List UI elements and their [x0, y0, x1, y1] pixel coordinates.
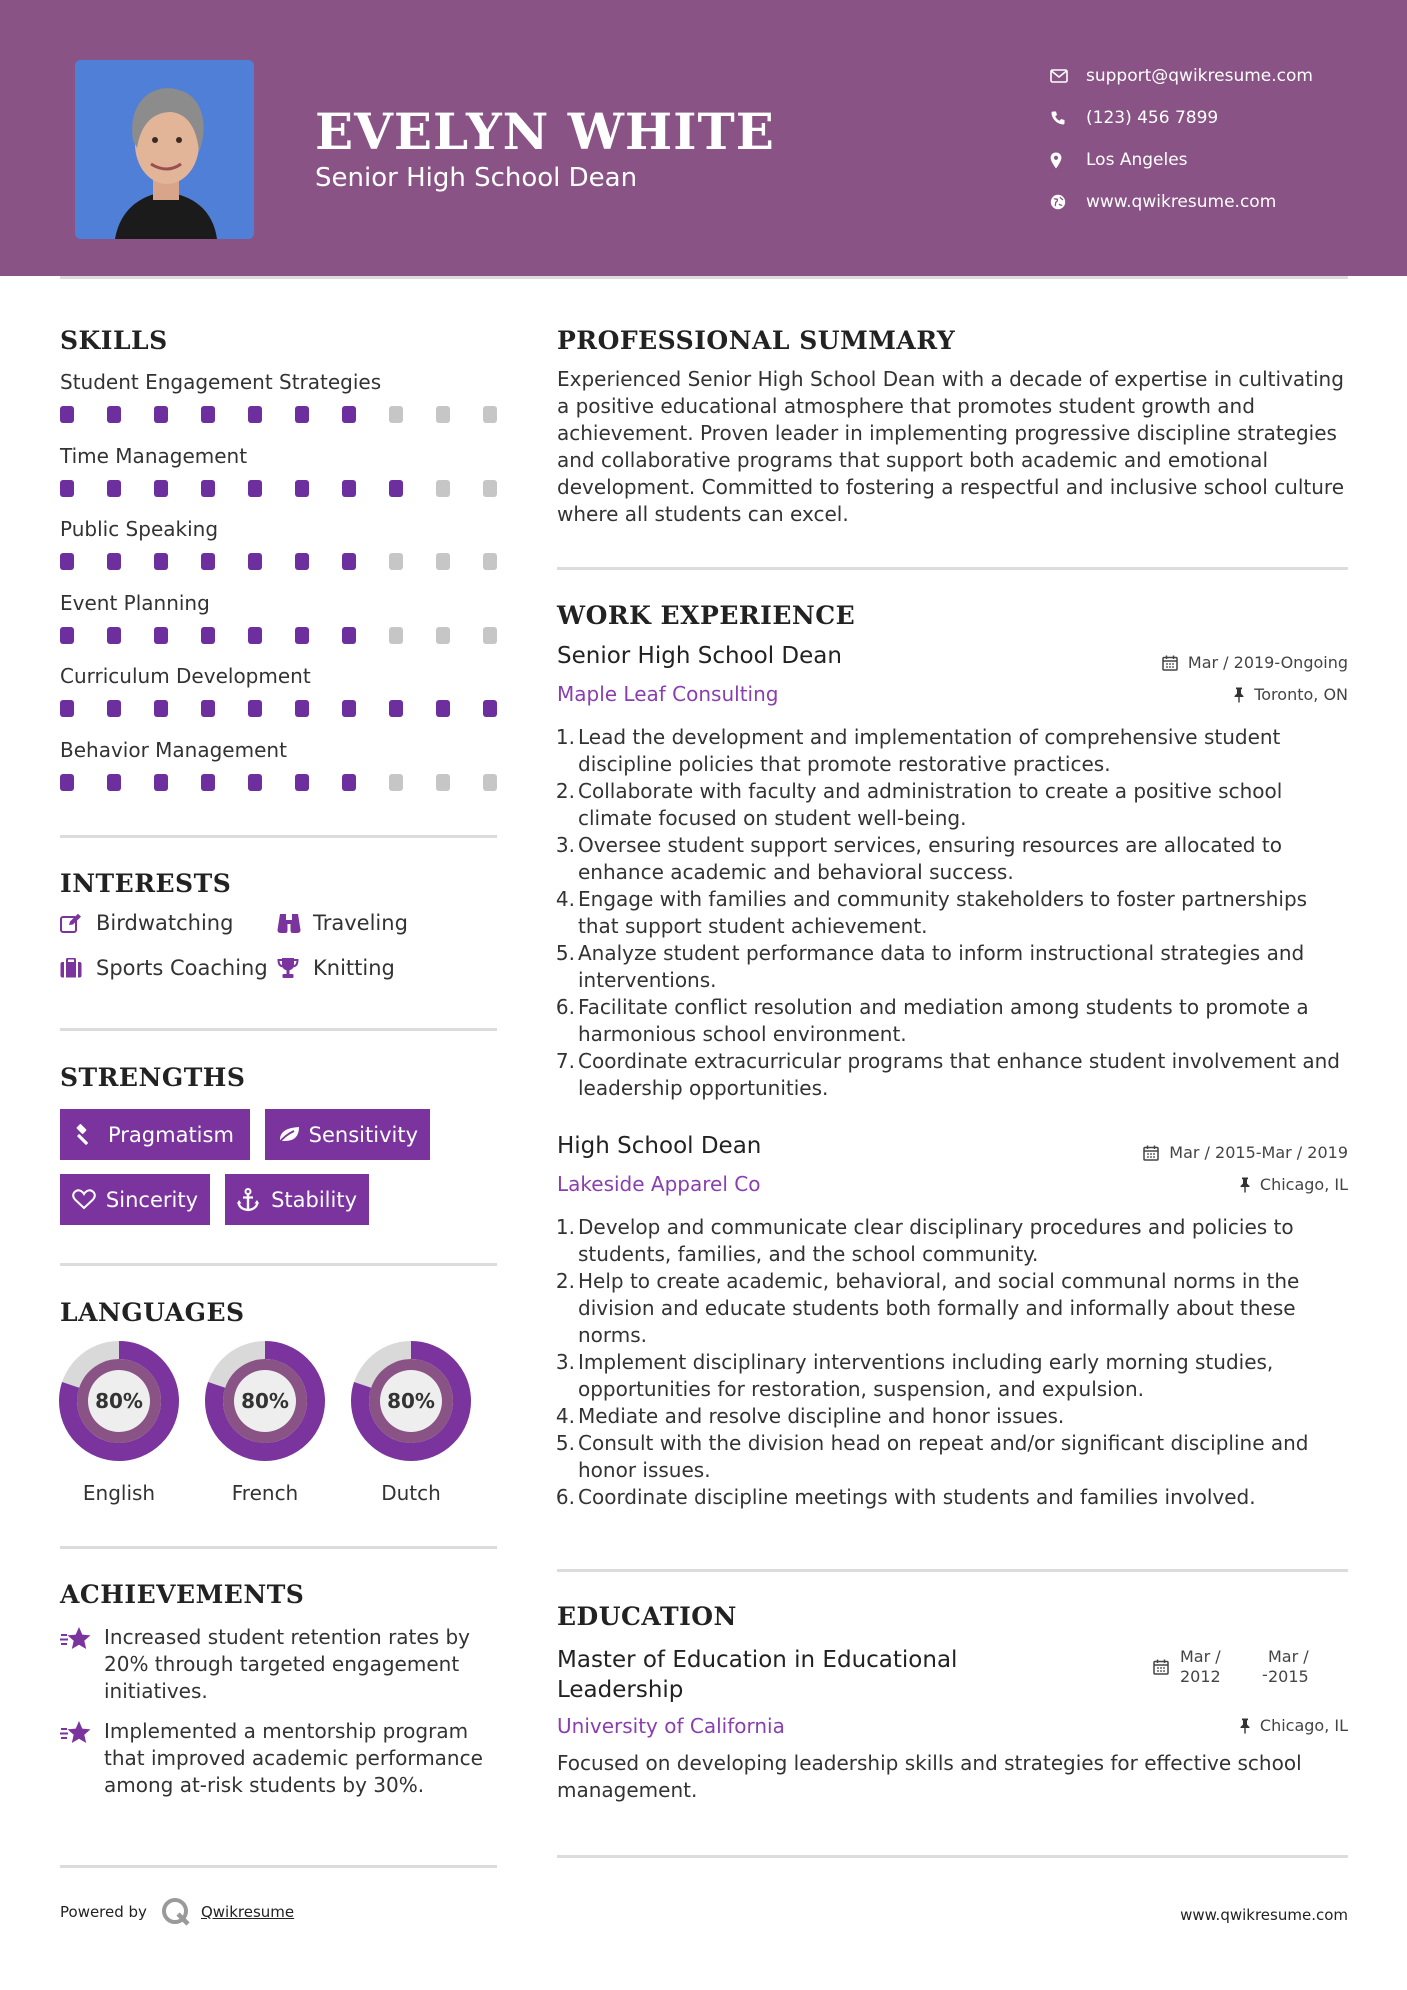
map-pin-icon	[1050, 152, 1086, 169]
job-dates	[1143, 1143, 1348, 1162]
skill-dot-filled	[107, 627, 121, 644]
skill-dot-filled	[201, 700, 215, 717]
language-progress-ring	[203, 1339, 327, 1463]
contact-website-text: www.qwikresume.com	[1086, 192, 1277, 212]
strength-label: Sensitivity	[308, 1122, 418, 1147]
job-bullets	[553, 724, 1353, 1102]
bullet-number: 5.	[555, 941, 575, 965]
strength-badge	[225, 1174, 369, 1225]
languages-heading: LANGUAGES	[60, 1298, 245, 1327]
skill-dot-filled	[295, 480, 309, 497]
language-name: English	[82, 1481, 156, 1505]
heart-icon	[72, 1189, 106, 1210]
job-bullets	[553, 1214, 1353, 1511]
education-divider	[557, 1855, 1348, 1858]
company-name: Lakeside Apparel Co	[557, 1172, 761, 1196]
skill-dot-filled	[342, 627, 356, 644]
skill-dot-filled	[154, 700, 168, 717]
skill-dot-filled	[154, 480, 168, 497]
degree-title: Master of Education in Educational Leadership	[557, 1647, 958, 1703]
skill-dot-empty	[483, 406, 497, 423]
skill-dot-filled	[248, 480, 262, 497]
skill-dot-empty	[483, 553, 497, 570]
skill-rating	[60, 480, 530, 497]
pushpin-icon	[1240, 1718, 1250, 1734]
binoculars-icon	[277, 912, 313, 934]
edu-end-date: Mar / 2015	[1268, 1647, 1309, 1686]
skill-dot-empty	[436, 406, 450, 423]
experience-heading: WORK EXPERIENCE	[557, 601, 856, 630]
skill-dot-filled	[389, 700, 403, 717]
skill-rating	[60, 627, 530, 644]
skill-dot-empty	[436, 553, 450, 570]
contact-phone[interactable]	[1050, 97, 1313, 139]
skill-dot-filled	[295, 774, 309, 791]
skills-heading: SKILLS	[60, 326, 168, 355]
footer-website[interactable]: www.qwikresume.com	[1180, 1906, 1348, 1924]
skill-rating	[60, 774, 530, 791]
bullet-text: Implement disciplinary interventions including early morning studies, opportunities for restoration, suspension, and expulsion.	[578, 1350, 1274, 1401]
profile-photo	[75, 60, 254, 239]
anchor-icon	[237, 1188, 271, 1212]
skill-dot-empty	[389, 553, 403, 570]
strength-label: Pragmatism	[108, 1122, 234, 1147]
skill-dot-filled	[107, 480, 121, 497]
interest-item	[277, 956, 395, 980]
skill-dot-empty	[436, 774, 450, 791]
bullet-text: Help to create academic, behavioral, and social communal norms in the division and educate students both formally and informally about these norms.	[578, 1269, 1300, 1347]
interest-item	[60, 956, 268, 980]
skill-dot-filled	[201, 774, 215, 791]
job-bullet	[553, 724, 1353, 778]
skill-name: Student Engagement Strategies	[60, 370, 382, 394]
calendar-icon	[1143, 1145, 1159, 1161]
interests-heading: INTERESTS	[60, 869, 232, 898]
interests-divider	[60, 1028, 497, 1031]
bullet-number: 2.	[555, 1269, 575, 1293]
skill-dot-filled	[389, 480, 403, 497]
language-item	[349, 1339, 473, 1505]
job-bullet	[553, 778, 1353, 832]
job-bullet	[553, 1430, 1353, 1484]
skill-dot-filled	[436, 700, 450, 717]
footer-powered-by	[60, 1897, 294, 1927]
bullet-number: 1.	[555, 1215, 575, 1239]
edu-start-date: Mar / 2012	[1180, 1647, 1221, 1686]
job-bullet	[553, 886, 1353, 940]
skill-name: Public Speaking	[60, 517, 219, 541]
skill-dot-filled	[107, 406, 121, 423]
strengths-divider	[60, 1263, 497, 1266]
summary-text: Experienced Senior High School Dean with a decade of expertise in cultivating a positive educational atmosphere that promotes student growth and achievement. Proven leader in implementing progressive discipline strategies and collaborative programs that support both academic and emotional development. Committed to fostering a respectful and inclusive school culture where all students can excel.	[557, 367, 1345, 526]
job-title: High School Dean	[557, 1133, 762, 1159]
skill-dot-empty	[483, 774, 497, 791]
achievement-item	[60, 1624, 504, 1705]
language-percent: 80%	[387, 1389, 435, 1413]
job-location-text: Chicago, IL	[1259, 1175, 1348, 1194]
skill-dot-filled	[60, 480, 74, 497]
skill-dot-filled	[342, 700, 356, 717]
skill-dot-filled	[248, 700, 262, 717]
skill-dot-filled	[60, 406, 74, 423]
contact-location	[1050, 139, 1313, 181]
contact-email[interactable]	[1050, 55, 1313, 97]
skill-dot-filled	[295, 700, 309, 717]
bullet-text: Consult with the division head on repeat and/or significant discipline and honor issues.	[578, 1431, 1309, 1482]
interest-label: Knitting	[313, 956, 395, 980]
skill-dot-filled	[154, 553, 168, 570]
education-heading: EDUCATION	[557, 1602, 737, 1631]
calendar-icon	[1162, 655, 1178, 671]
bullet-text: Lead the development and implementation of comprehensive student discipline policies that promote restorative practices.	[578, 725, 1281, 776]
strengths-heading: STRENGTHS	[60, 1063, 246, 1092]
header-divider	[60, 276, 1348, 279]
skill-name: Behavior Management	[60, 737, 287, 762]
job-dates-text: Mar / 2015-Mar / 2019	[1169, 1143, 1348, 1162]
skill-rating	[60, 553, 530, 570]
skill-dot-filled	[201, 406, 215, 423]
trophy-icon	[277, 957, 313, 979]
skill-dot-filled	[60, 700, 74, 717]
skill-dot-filled	[342, 553, 356, 570]
qwikresume-logo-icon	[161, 1897, 191, 1927]
skill-dot-empty	[436, 480, 450, 497]
skill-rating	[60, 700, 530, 717]
skill-dot-filled	[107, 774, 121, 791]
star-icon	[60, 1718, 104, 1799]
contact-list	[1050, 55, 1313, 223]
skill-name: Event Planning	[60, 590, 210, 615]
brand-link[interactable]: Qwikresume	[200, 1903, 295, 1921]
skill-dot-empty	[389, 627, 403, 644]
achievement-text: Increased student retention rates by 20% through targeted engagement initiatives.	[104, 1625, 471, 1703]
skill-dot-filled	[483, 700, 497, 717]
skill-dot-filled	[295, 553, 309, 570]
language-progress-ring	[57, 1339, 181, 1463]
skill-name: Time Management	[60, 443, 248, 468]
bullet-number: 2.	[555, 779, 575, 803]
job-bullet	[553, 994, 1353, 1048]
skills-divider	[60, 835, 497, 838]
experience-divider	[557, 1569, 1348, 1572]
edu-location	[1240, 1716, 1348, 1735]
language-name: French	[231, 1481, 299, 1505]
language-percent: 80%	[95, 1389, 143, 1413]
job-location-text: Toronto, ON	[1254, 685, 1348, 704]
job-bullet	[553, 1484, 1353, 1511]
candidate-title: Senior High School Dean	[315, 163, 638, 193]
pushpin-icon	[1234, 687, 1244, 703]
envelope-icon	[1050, 69, 1086, 83]
strength-badge	[60, 1174, 210, 1225]
skill-dot-filled	[248, 553, 262, 570]
bullet-number: 1.	[555, 725, 575, 749]
strength-badge	[265, 1109, 430, 1160]
job-bullet	[553, 1048, 1353, 1102]
job-bullet	[553, 832, 1353, 886]
skill-dot-filled	[154, 406, 168, 423]
bullet-number: 7.	[555, 1049, 575, 1073]
achievement-text: Implemented a mentorship program that improved academic performance among at-risk students by 30%.	[104, 1719, 483, 1797]
bullet-number: 4.	[555, 1404, 575, 1428]
interest-item	[277, 911, 408, 935]
skill-dot-filled	[295, 627, 309, 644]
skill-dot-empty	[389, 774, 403, 791]
job-dates	[1162, 653, 1348, 672]
calendar-icon	[1153, 1659, 1169, 1675]
skill-dot-filled	[342, 480, 356, 497]
school-name: University of California	[557, 1714, 785, 1738]
company-name: Maple Leaf Consulting	[557, 682, 779, 706]
gavel-icon	[72, 1124, 108, 1146]
skill-dot-filled	[107, 553, 121, 570]
achievements-heading: ACHIEVEMENTS	[60, 1580, 305, 1609]
skill-dot-empty	[389, 406, 403, 423]
bullet-text: Develop and communicate clear disciplinary procedures and policies to students, families, and the school community.	[578, 1215, 1294, 1266]
skill-dot-empty	[436, 627, 450, 644]
job-dates-text: Mar / 2019-Ongoing	[1187, 653, 1348, 672]
achievements-divider	[60, 1865, 497, 1868]
phone-icon	[1050, 110, 1086, 126]
language-item	[57, 1339, 181, 1505]
job-bullet	[553, 940, 1353, 994]
bullet-number: 5.	[555, 1431, 575, 1455]
skill-dot-filled	[154, 774, 168, 791]
contact-phone-text: (123) 456 7899	[1086, 108, 1219, 128]
bullet-number: 6.	[555, 1485, 575, 1509]
bullet-text: Mediate and resolve discipline and honor issues.	[578, 1404, 1065, 1428]
skill-dot-filled	[342, 774, 356, 791]
strength-label: Sincerity	[105, 1187, 198, 1212]
skill-dot-empty	[483, 627, 497, 644]
skill-dot-filled	[201, 553, 215, 570]
edu-date-dash: -	[1262, 1665, 1268, 1684]
bullet-text: Coordinate discipline meetings with students and families involved.	[578, 1485, 1256, 1509]
skill-name: Curriculum Development	[60, 664, 311, 688]
skill-rating	[60, 406, 530, 423]
language-percent: 80%	[241, 1389, 289, 1413]
bullet-text: Collaborate with faculty and administration to create a positive school climate focused on student well-being.	[578, 779, 1283, 830]
skill-dot-empty	[483, 480, 497, 497]
edit-icon	[60, 913, 96, 933]
language-name: Dutch	[381, 1481, 441, 1505]
bullet-number: 4.	[555, 887, 575, 911]
bullet-text: Oversee student support services, ensuring resources are allocated to enhance academic and behavioral success.	[578, 833, 1282, 884]
achievement-item	[60, 1718, 504, 1799]
powered-by-text: Powered by	[60, 1903, 147, 1921]
job-bullet	[553, 1349, 1353, 1403]
star-icon	[60, 1624, 104, 1705]
strength-label: Stability	[271, 1187, 357, 1212]
language-item	[203, 1339, 327, 1505]
edu-description: Focused on developing leadership skills and strategies for effective school management.	[557, 1751, 1302, 1802]
summary-heading: PROFESSIONAL SUMMARY	[557, 326, 956, 355]
skill-dot-filled	[248, 406, 262, 423]
summary-divider	[557, 567, 1348, 570]
languages-divider	[60, 1546, 497, 1549]
job-bullet	[553, 1268, 1353, 1349]
edu-location-text: Chicago, IL	[1259, 1716, 1348, 1735]
bullet-number: 3.	[555, 1350, 575, 1374]
job-location	[1234, 685, 1348, 704]
skill-dot-filled	[248, 627, 262, 644]
skill-dot-filled	[60, 774, 74, 791]
briefcase-icon	[60, 958, 96, 978]
job-bullet	[553, 1403, 1353, 1430]
skill-dot-filled	[201, 627, 215, 644]
interest-item	[60, 911, 233, 935]
contact-website[interactable]	[1050, 181, 1313, 223]
bullet-text: Engage with families and community stakeholders to foster partnerships that support student achievement.	[578, 887, 1308, 938]
pushpin-icon	[1240, 1177, 1250, 1193]
bullet-number: 6.	[555, 995, 575, 1019]
bullet-text: Coordinate extracurricular programs that enhance student involvement and leadership opportunities.	[578, 1049, 1340, 1100]
skill-dot-filled	[60, 627, 74, 644]
interest-label: Traveling	[313, 911, 408, 935]
skill-dot-filled	[154, 627, 168, 644]
skill-dot-filled	[295, 406, 309, 423]
skill-dot-filled	[60, 553, 74, 570]
candidate-name: EVELYN WHITE	[315, 102, 775, 161]
bullet-number: 3.	[555, 833, 575, 857]
bullet-text: Analyze student performance data to inform instructional strategies and interventions.	[578, 941, 1305, 992]
skill-dot-filled	[107, 700, 121, 717]
leaf-icon	[277, 1125, 309, 1145]
skill-dot-filled	[248, 774, 262, 791]
language-progress-ring	[349, 1339, 473, 1463]
contact-email-text: support@qwikresume.com	[1086, 66, 1313, 86]
header-banner	[0, 0, 1407, 276]
strength-badge	[60, 1109, 250, 1160]
contact-location-text: Los Angeles	[1086, 150, 1188, 170]
globe-icon	[1050, 194, 1086, 210]
skill-dot-filled	[201, 480, 215, 497]
job-location	[1240, 1175, 1348, 1194]
interest-label: Sports Coaching	[96, 956, 268, 980]
bullet-text: Facilitate conflict resolution and mediation among students to promote a harmonious school environment.	[578, 995, 1309, 1046]
interest-label: Birdwatching	[96, 911, 234, 935]
job-bullet	[553, 1214, 1353, 1268]
job-title: Senior High School Dean	[557, 643, 842, 669]
skill-dot-filled	[342, 406, 356, 423]
